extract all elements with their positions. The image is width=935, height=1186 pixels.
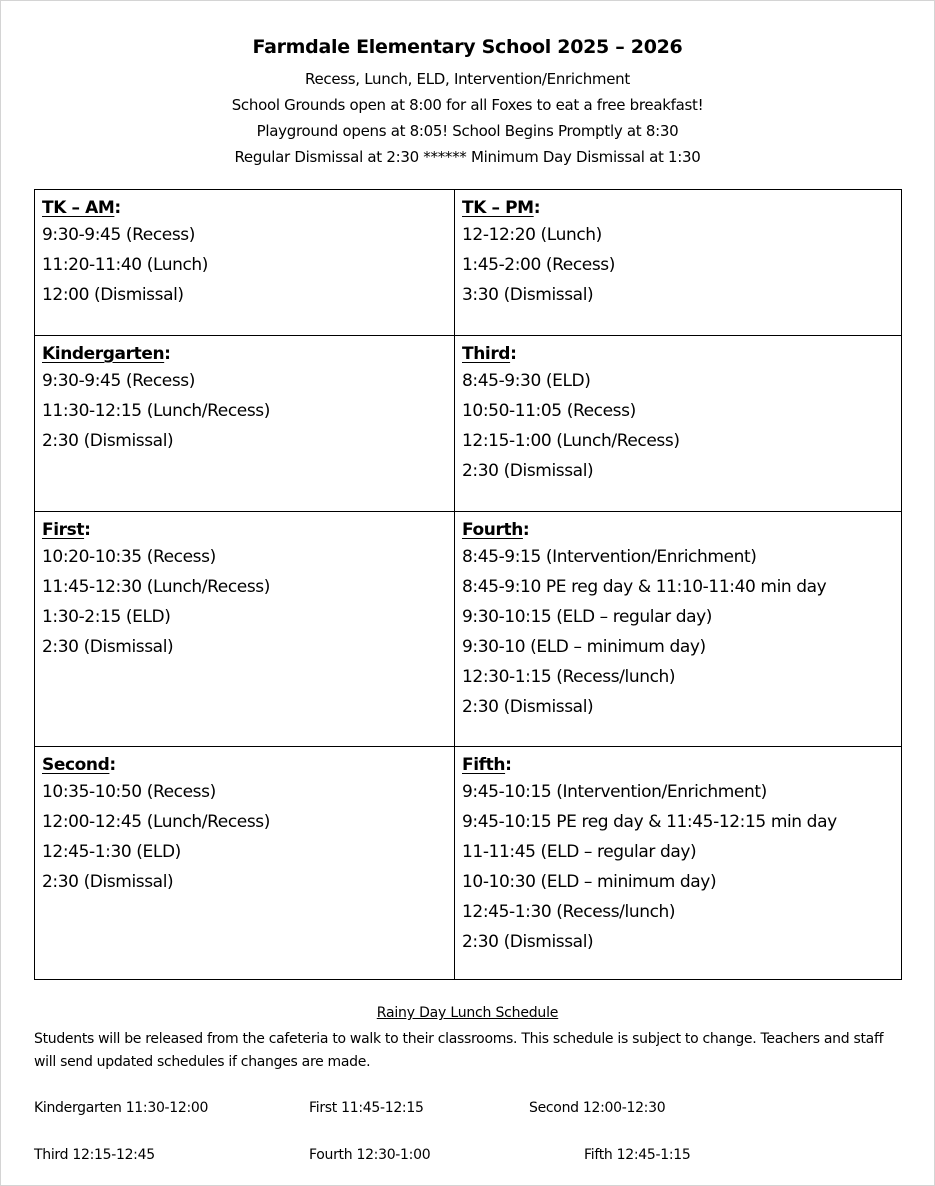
cell-kindergarten xyxy=(35,336,454,456)
schedule-item: 9:45-10:15 (Intervention/Enrichment) xyxy=(462,782,767,802)
cell-tk-pm xyxy=(455,190,901,310)
grade-heading: TK – PM: xyxy=(462,198,541,218)
rainy-entry-fourth: Fourth 12:30-1:00 xyxy=(309,1147,431,1163)
rainy-entry-first: First 11:45-12:15 xyxy=(309,1100,424,1116)
schedule-table xyxy=(34,189,902,980)
cell-tk-am xyxy=(35,190,454,310)
grade-name: Fifth xyxy=(462,755,506,775)
grade-heading: Second: xyxy=(42,755,116,775)
schedule-item: 3:30 (Dismissal) xyxy=(462,285,594,305)
grade-name: Third xyxy=(462,344,511,364)
schedule-item: 8:45-9:15 (Intervention/Enrichment) xyxy=(462,547,757,567)
schedule-item: 1:45-2:00 (Recess) xyxy=(462,255,615,275)
schedule-item: 2:30 (Dismissal) xyxy=(462,932,594,952)
schedule-item: 9:45-10:15 PE reg day & 11:45-12:15 min day xyxy=(462,812,837,832)
cell-first xyxy=(35,512,454,662)
cell-second xyxy=(35,747,454,897)
header-line-topics: Recess, Lunch, ELD, Intervention/Enrichment xyxy=(305,70,630,88)
document-title: Farmdale Elementary School 2025 – 2026 xyxy=(252,36,683,58)
schedule-item: 12:45-1:30 (Recess/lunch) xyxy=(462,902,676,922)
rainy-day-note: Students will be released from the cafeteria to walk to their classrooms. This schedule is subject to change. Teachers and staff will send updated schedules if changes are made. xyxy=(34,1031,884,1070)
cell-fourth xyxy=(455,512,901,722)
document-header xyxy=(0,36,935,170)
schedule-item: 10:20-10:35 (Recess) xyxy=(42,547,216,567)
rainy-entry-fifth: Fifth 12:45-1:15 xyxy=(584,1147,691,1163)
grade-heading: Third: xyxy=(462,344,517,364)
rainy-entry-second: Second 12:00-12:30 xyxy=(529,1100,666,1116)
schedule-item: 9:30-9:45 (Recess) xyxy=(42,371,195,391)
grade-heading: First: xyxy=(42,520,91,540)
schedule-item: 10:35-10:50 (Recess) xyxy=(42,782,216,802)
schedule-item: 12:15-1:00 (Lunch/Recess) xyxy=(462,431,680,451)
header-line-breakfast: School Grounds open at 8:00 for all Foxes to eat a free breakfast! xyxy=(231,96,704,114)
header-line-dismissal: Regular Dismissal at 2:30 ****** Minimum Day Dismissal at 1:30 xyxy=(234,148,701,166)
schedule-item: 12:00 (Dismissal) xyxy=(42,285,184,305)
schedule-item: 2:30 (Dismissal) xyxy=(42,431,174,451)
grade-name: First xyxy=(42,520,85,540)
schedule-item: 8:45-9:30 (ELD) xyxy=(462,371,591,391)
cell-third xyxy=(455,336,901,486)
schedule-item: 12:45-1:30 (ELD) xyxy=(42,842,181,862)
header-line-start: Playground opens at 8:05! School Begins Promptly at 8:30 xyxy=(256,122,679,140)
schedule-item: 2:30 (Dismissal) xyxy=(462,461,594,481)
schedule-item: 12:00-12:45 (Lunch/Recess) xyxy=(42,812,270,832)
schedule-item: 11:30-12:15 (Lunch/Recess) xyxy=(42,401,270,421)
grade-name: Kindergarten xyxy=(42,344,165,364)
schedule-item: 12-12:20 (Lunch) xyxy=(462,225,602,245)
grade-name: TK – AM xyxy=(42,198,115,218)
schedule-item: 11:45-12:30 (Lunch/Recess) xyxy=(42,577,270,597)
rainy-entry-third: Third 12:15-12:45 xyxy=(34,1147,155,1163)
schedule-item: 9:30-9:45 (Recess) xyxy=(42,225,195,245)
grade-heading: TK – AM: xyxy=(42,198,121,218)
schedule-item: 11:20-11:40 (Lunch) xyxy=(42,255,209,275)
grade-heading: Fourth: xyxy=(462,520,530,540)
cell-fifth xyxy=(455,747,901,957)
schedule-item: 10:50-11:05 (Recess) xyxy=(462,401,636,421)
schedule-item: 9:30-10:15 (ELD – regular day) xyxy=(462,607,713,627)
grade-name: Fourth xyxy=(462,520,523,540)
schedule-item: 2:30 (Dismissal) xyxy=(462,697,594,717)
schedule-item: 11-11:45 (ELD – regular day) xyxy=(462,842,697,862)
grade-heading: Kindergarten: xyxy=(42,344,171,364)
grade-name: TK – PM xyxy=(462,198,534,218)
grade-name: Second xyxy=(42,755,110,775)
schedule-item: 8:45-9:10 PE reg day & 11:10-11:40 min day xyxy=(462,577,827,597)
schedule-item: 2:30 (Dismissal) xyxy=(42,637,174,657)
schedule-item: 12:30-1:15 (Recess/lunch) xyxy=(462,667,676,687)
schedule-item: 1:30-2:15 (ELD) xyxy=(42,607,171,627)
schedule-item: 9:30-10 (ELD – minimum day) xyxy=(462,637,706,657)
schedule-item: 10-10:30 (ELD – minimum day) xyxy=(462,872,717,892)
schedule-item: 2:30 (Dismissal) xyxy=(42,872,174,892)
rainy-day-title: Rainy Day Lunch Schedule xyxy=(376,1005,559,1021)
rainy-entry-kindergarten: Kindergarten 11:30-12:00 xyxy=(34,1100,209,1116)
grade-heading: Fifth: xyxy=(462,755,512,775)
